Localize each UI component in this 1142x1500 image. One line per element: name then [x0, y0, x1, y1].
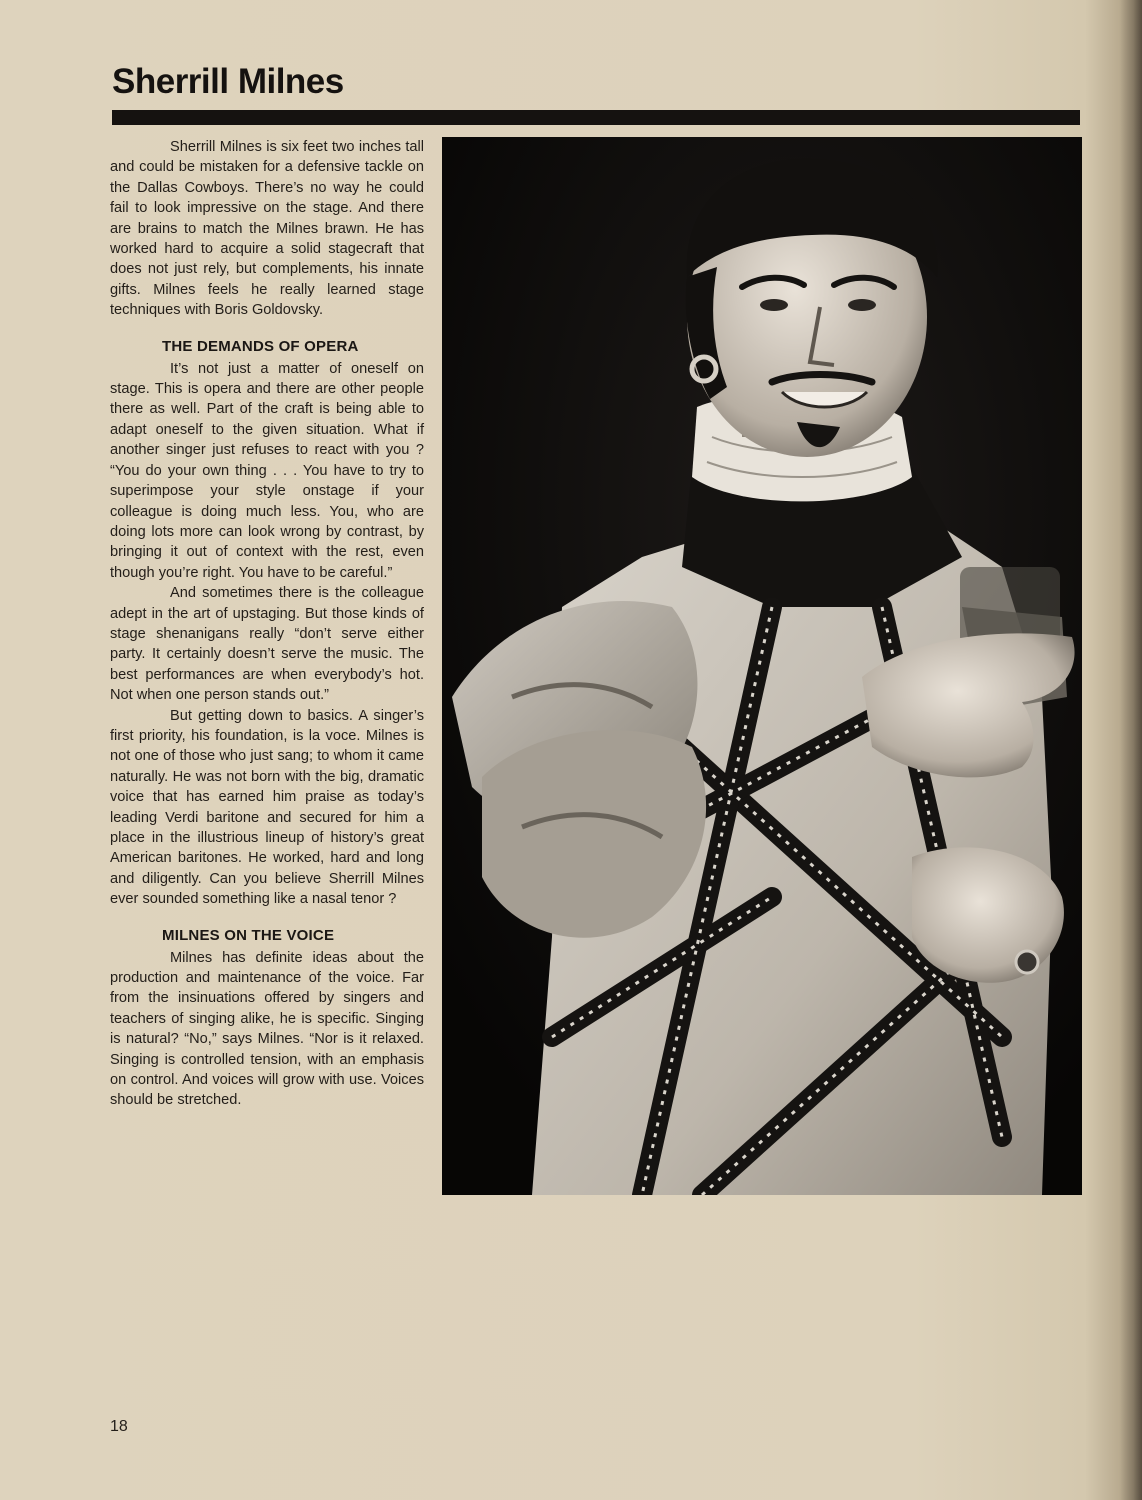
- section-heading-milnes-on-the-voice: MILNES ON THE VOICE: [162, 926, 335, 944]
- singer-costume-photo: [442, 137, 1082, 1195]
- article-title: Sherrill Milnes: [112, 62, 344, 101]
- page-number: 18: [110, 1418, 128, 1435]
- title-rule: [112, 110, 1080, 125]
- singer-photo-illustration: [442, 137, 1082, 1195]
- paragraph-voice-1: Milnes has definite ideas about the production and maintenance of the voice. Far from the insinuations offered by singers and teachers of singing alike, he is specific. Singing is natural? “No,” says Milnes. “Nor is it relaxed. Singing is controlled tension, with an emphasis on control. And voices will grow with use. Voices should be stretched.: [110, 949, 424, 1109]
- page-spine-shadow: [1120, 0, 1142, 1500]
- paragraph-demands-2: And sometimes there is the colleague adept in the art of upstaging. But those kinds of stage shenanigans really “don’t serve either party. It certainly doesn’t serve the music. The best performances are when everybody’s hot. Not when one person stands out.”: [110, 585, 424, 704]
- section-heading-demands-of-opera: THE DEMANDS OF OPERA: [162, 337, 359, 355]
- article-text-column: [110, 137, 424, 1111]
- paragraph-demands-3: But getting down to basics. A singer’s first priority, his foundation, is la voce. Milnes is not one of those who just sang; to whom it came naturally. He was not born with the big, dramatic voice that has earned him praise as today’s leading Verdi baritone and secured for him a place in the illustrious lineup of history’s great American baritones. He worked, hard and long and diligently. Can you believe Sherrill Milnes ever sounded something like a nasal tenor ?: [110, 707, 424, 908]
- paragraph-demands-1: It’s not just a matter of oneself on stage. This is opera and there are other people there as well. Part of the craft is being able to adapt oneself to the given situation. What if another singer just refuses to react with you ? “You do your own thing . . . You have to try to superimpose your style onstage if your colleague is doing much less. You, who are doing lots more can look wrong by contrast, by bringing it out of context with the rest, even though you’re right. You have to be careful.”: [110, 360, 424, 581]
- intro-paragraph: Sherrill Milnes is six feet two inches tall and could be mistaken for a defensive tackle on the Dallas Cowboys. There’s no way he could fail to look impressive on the stage. And there are brains to match the Milnes brawn. He has worked hard to acquire a solid stagecraft that does not just rely, but complements, his innate gifts. Milnes feels he really learned stage techniques with Boris Goldovsky.: [110, 139, 424, 319]
